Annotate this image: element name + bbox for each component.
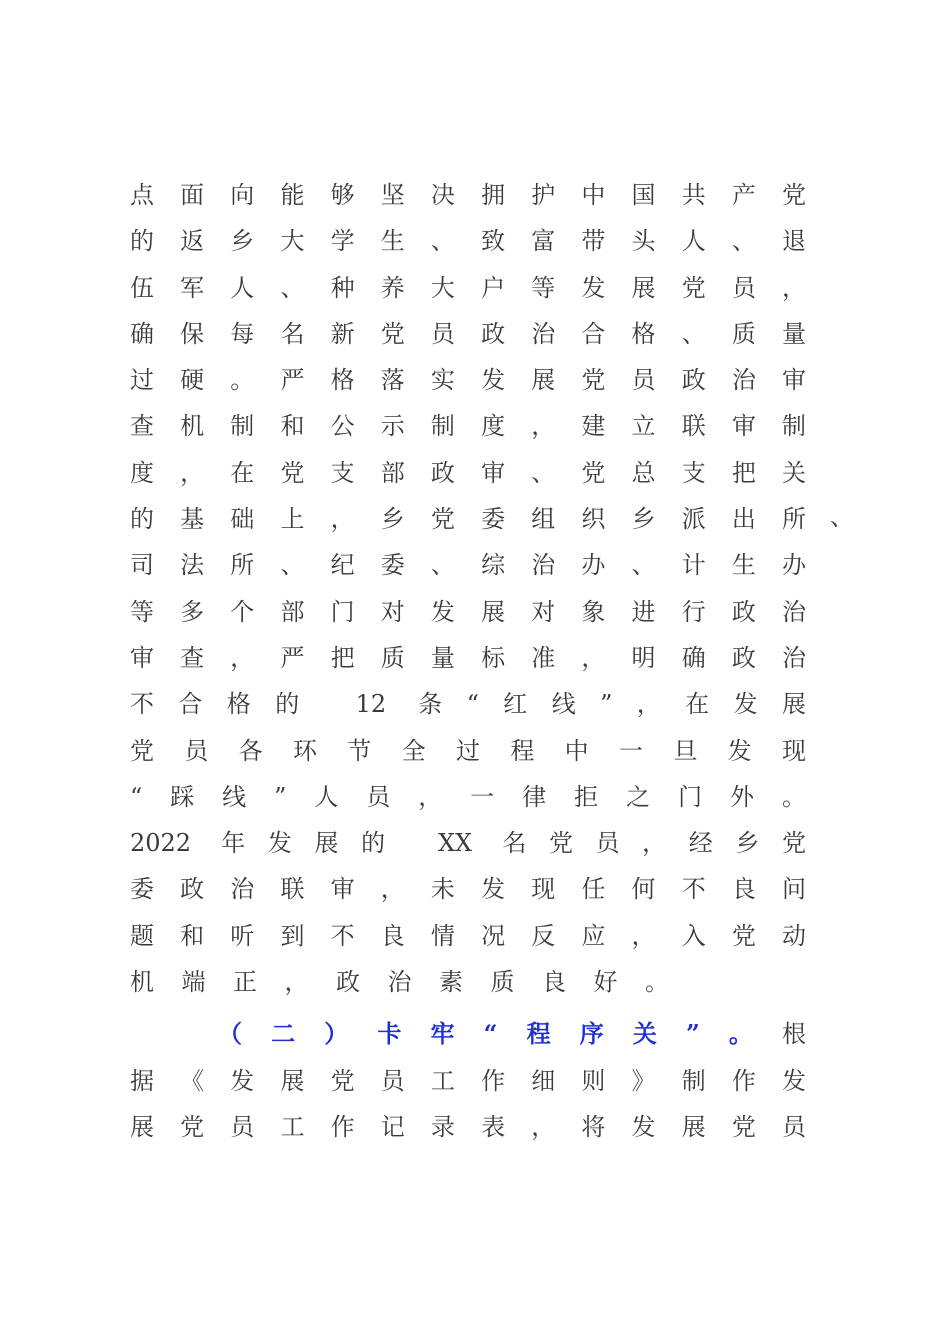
text-line: 不合格的 12 条“红线”，在发展 <box>130 690 806 719</box>
text-line: 过硬。严格落实发展党员政治审 <box>130 366 806 395</box>
text-line: “踩线”人员，一律拒之门外。 <box>130 782 806 811</box>
text-line: 司法所、纪委、综治办、计生办 <box>130 551 806 580</box>
heading-tail-text: 根 <box>782 1020 806 1049</box>
text-line: 审查，严把质量标准，明确政治 <box>130 643 806 672</box>
text-line: 据《发展党员工作细则》制作发 <box>130 1066 806 1095</box>
text-line: 的返乡大学生、致富带头人、退 <box>130 227 806 256</box>
overflow-punctuation: 、 <box>830 503 854 531</box>
text-line: 题和听到不良情况反应，入党动 <box>130 921 806 950</box>
text-line: 查机制和公示制度，建立联审制 <box>130 412 806 441</box>
text-line: 机端正，政治素质良好。 <box>130 968 697 997</box>
text-line: 等多个部门对发展对象进行政治 <box>130 597 806 626</box>
text-line: 点面向能够坚决拥护中国共产党 <box>130 181 806 209</box>
text-line: 2022 年发展的 XX 名党员，经乡党 <box>130 829 806 858</box>
section-heading-line <box>130 1011 806 1057</box>
text-line: 确保每名新党员政治合格、质量 <box>130 319 806 348</box>
text-line: 党员各环节全过程中一旦发现 <box>130 736 806 765</box>
text-line: 度，在党支部政审、党总支把关 <box>130 458 806 487</box>
section-heading: （二）卡牢“程序关”。 <box>218 1019 782 1049</box>
body-text <box>130 172 806 1150</box>
text-line: 展党员工作记录表，将发展党员 <box>130 1112 806 1141</box>
text-line: 委政治联审，未发现任何不良问 <box>130 875 806 904</box>
text-line: 伍军人、种养大户等发展党员， <box>130 273 806 302</box>
text-line: 的基础上，乡党委组织乡派出所 <box>130 505 806 534</box>
